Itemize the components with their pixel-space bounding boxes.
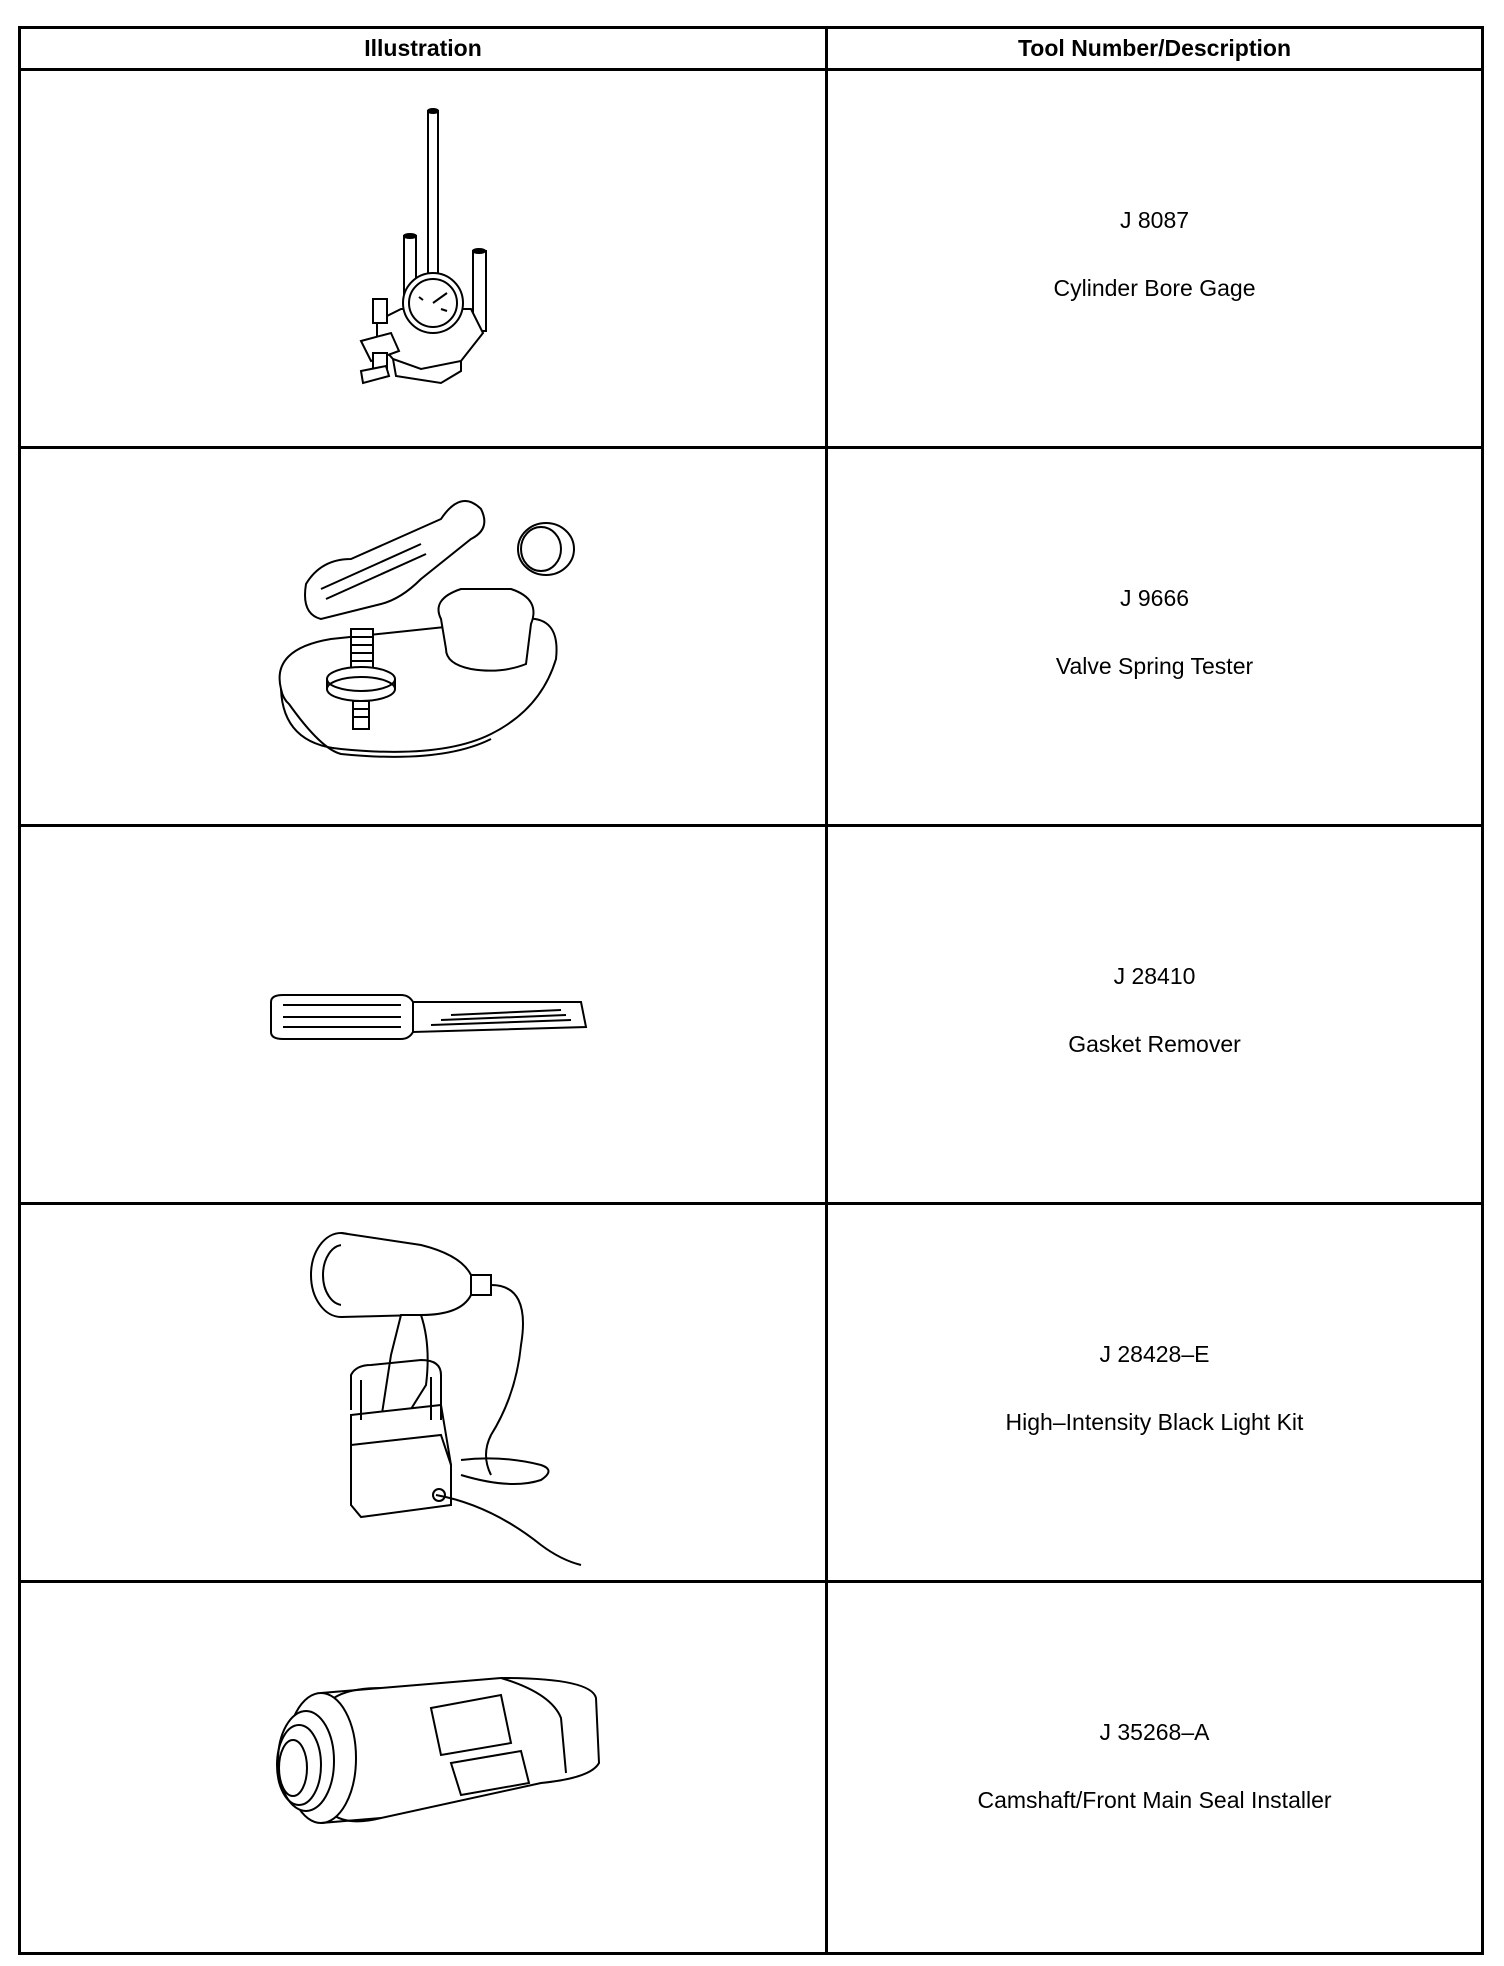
tool-cell (828, 449, 1481, 824)
table-row (21, 1205, 1481, 1583)
tool-cell (828, 827, 1481, 1202)
table-row (21, 449, 1481, 827)
special-tools-table (18, 26, 1484, 1955)
black-light-kit-icon (21, 1205, 825, 1580)
table-header (21, 29, 1481, 71)
tool-number: J 8087 (1119, 207, 1190, 233)
valve-spring-tester-icon (21, 449, 825, 824)
tool-cell (828, 1205, 1481, 1580)
illustration-cell (21, 1583, 825, 1952)
illustration-cell (21, 449, 825, 824)
seal-installer-icon (21, 1583, 825, 1952)
tool-number: J 28410 (1113, 963, 1196, 989)
tool-cell (828, 1583, 1481, 1952)
tool-description: High–Intensity Black Light Kit (1005, 1409, 1304, 1435)
illustration-cell (21, 827, 825, 1202)
tool-description: Gasket Remover (1068, 1031, 1241, 1057)
table-row (21, 827, 1481, 1205)
table-row (21, 1583, 1481, 1952)
tool-description: Camshaft/Front Main Seal Installer (977, 1787, 1332, 1813)
gasket-remover-icon (21, 827, 825, 1202)
header-tool-number-description: Tool Number/Description (1017, 35, 1292, 61)
tool-number: J 35268–A (1099, 1719, 1210, 1745)
tool-number: J 28428–E (1099, 1341, 1210, 1367)
table-row (21, 71, 1481, 449)
cylinder-bore-gage-icon (21, 71, 825, 446)
illustration-cell (21, 71, 825, 446)
tool-description: Cylinder Bore Gage (1053, 275, 1256, 301)
illustration-cell (21, 1205, 825, 1580)
tool-cell (828, 71, 1481, 446)
header-illustration: Illustration (364, 35, 482, 61)
tool-description: Valve Spring Tester (1055, 653, 1254, 679)
tool-number: J 9666 (1119, 585, 1190, 611)
